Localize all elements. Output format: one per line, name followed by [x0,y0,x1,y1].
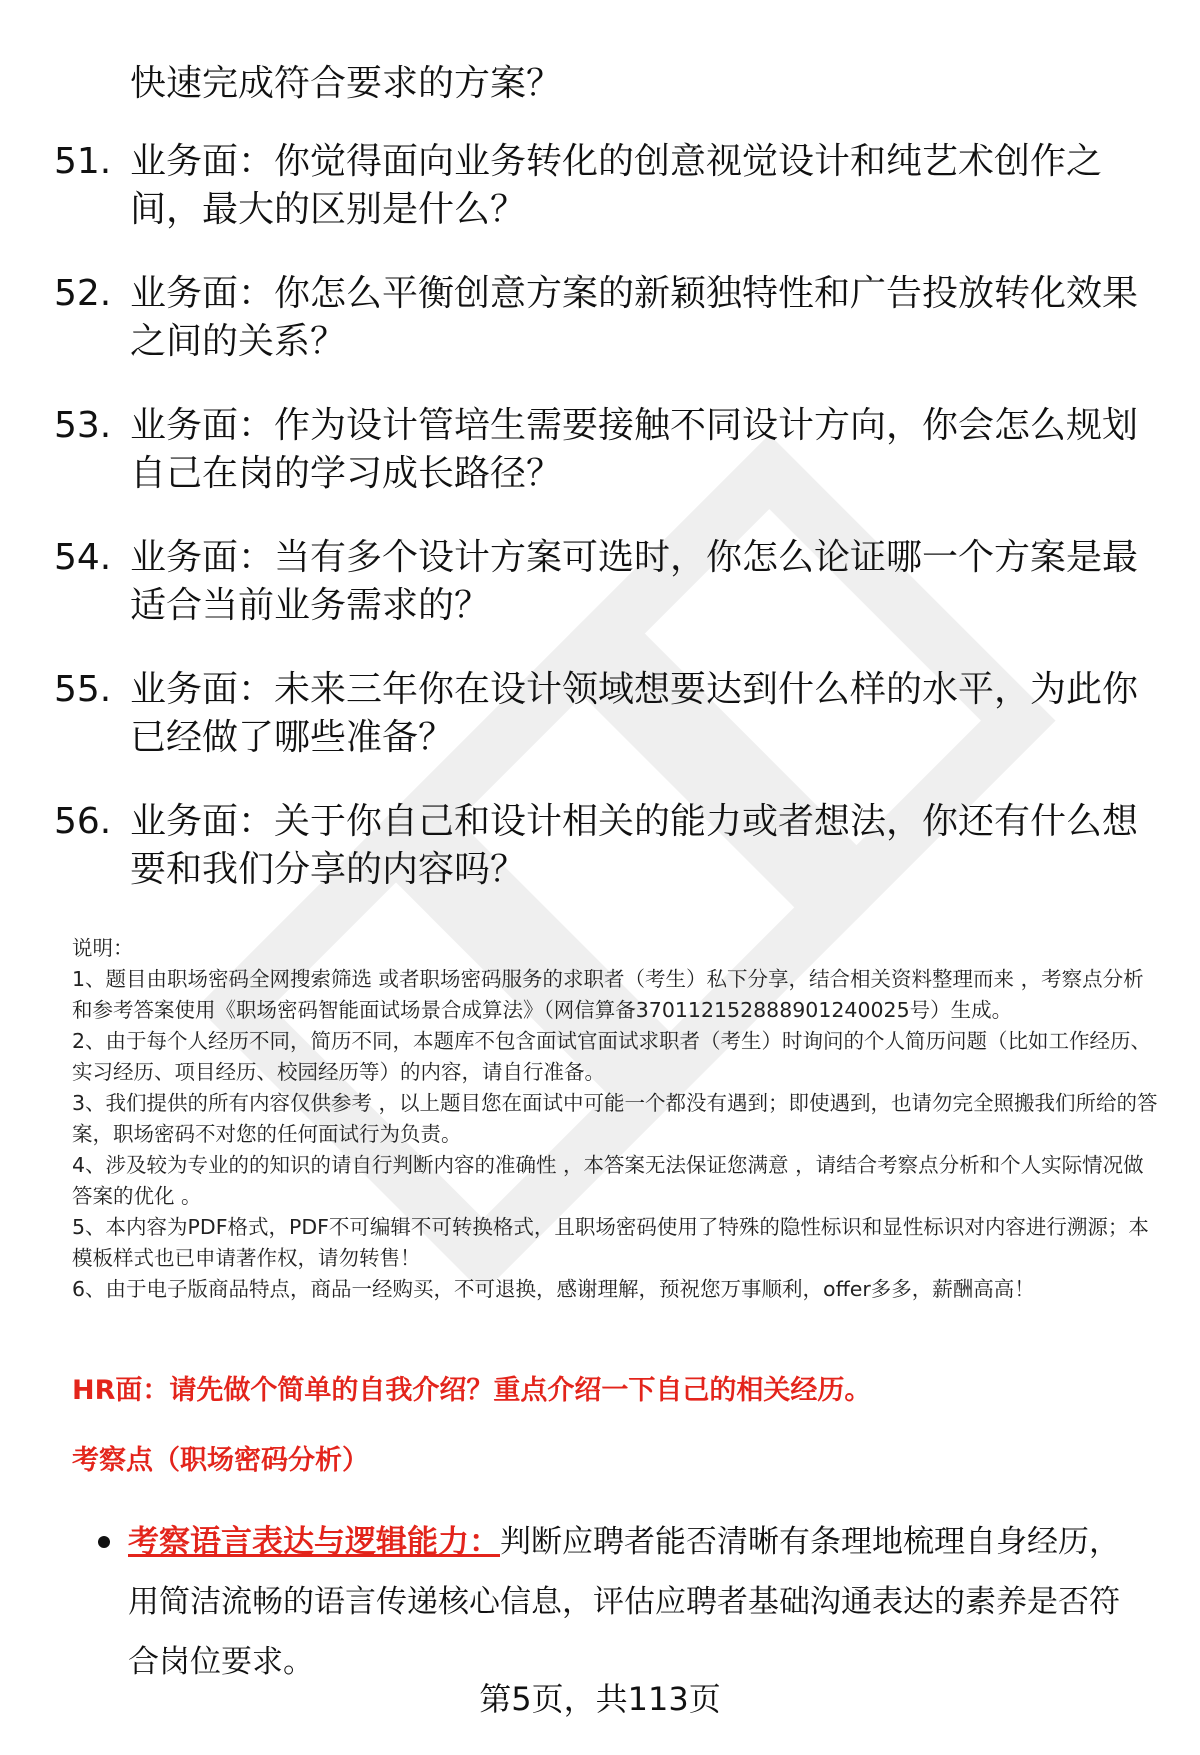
question-text: 快速完成符合要求的方案？ [130,63,563,104]
question-number: 52. [54,273,112,314]
question-text: 业务面：关于你自己和设计相关的能力或者想法，你还有什么想要和我们分享的内容吗？ [130,801,1139,890]
question-text: 业务面：当有多个设计方案可选时，你怎么论证哪一个方案是最适合当前业务需求的？ [130,537,1139,626]
question-item [0,534,1150,630]
note-item: 1、题目由职场密码全网搜索筛选 或者职场密码服务的求职者（考生）私下分享，结合相关资料整理而来 ，考察点分析和参考答案使用《职场密码智能面试场景合成算法》（网信算备370112152888901240025号）生成。 [72,967,1144,1022]
analysis-heading: 考察点（职场密码分析） [72,1445,369,1476]
question-item [0,666,1150,762]
question-item [0,270,1150,366]
question-item [0,138,1150,234]
question-text: 业务面：未来三年你在设计领域想要达到什么样的水平，为此你已经做了哪些准备？ [130,669,1139,758]
page-footer: 第5页，共113页 [479,1680,721,1718]
bullet-dot-icon [98,1536,110,1548]
question-number: 53. [54,405,112,446]
analysis-bullet [128,1512,1148,1692]
question-number: 56. [54,801,112,842]
bullet-label: 考察语言表达与逻辑能力： [128,1524,500,1560]
note-item: 5、本内容为PDF格式，PDF不可编辑不可转换格式，且职场密码使用了特殊的隐性标识和显性标识对内容进行溯源；本模板样式也已申请著作权，请勿转售！ [72,1215,1149,1270]
note-item: 2、由于每个人经历不同，简历不同，本题库不包含面试官面试求职者（考生）时询问的个人简历问题（比如工作经历、实习经历、项目经历、校园经历等）的内容，请自行准备。 [72,1029,1152,1084]
question-list [54,60,1150,930]
question-continuation [0,60,1150,108]
hr-question-heading: HR面：请先做个简单的自我介绍？重点介绍一下自己的相关经历。 [72,1375,872,1406]
notes-title: 说明： [72,936,134,960]
question-number: 54. [54,537,112,578]
note-item: 6、由于电子版商品特点，商品一经购买，不可退换，感谢理解，预祝您万事顺利，offer多多，薪酬高高！ [72,1277,1035,1301]
note-item: 3、我们提供的所有内容仅供参考 ，以上题目您在面试中可能一个都没有遇到；即使遇到，也请勿完全照搬我们所给的答案，职场密码不对您的任何面试行为负责。 [72,1091,1158,1146]
note-item: 4、涉及较为专业的的知识的请自行判断内容的准确性 ，本答案无法保证您满意 ，请结合考察点分析和个人实际情况做答案的优化 。 [72,1153,1144,1208]
question-text: 业务面：作为设计管培生需要接触不同设计方向，你会怎么规划自己在岗的学习成长路径？ [130,405,1139,494]
question-text: 业务面：你觉得面向业务转化的创意视觉设计和纯艺术创作之间，最大的区别是什么？ [130,141,1103,230]
question-item [0,798,1150,894]
bullet-text: 判断应聘者能否清晰有条理地梳理自身经历，用简洁流畅的语言传递核心信息，评估应聘者基础沟通表达的素养是否符合岗位要求。 [128,1524,1120,1680]
question-item [0,402,1150,498]
question-text: 业务面：你怎么平衡创意方案的新颖独特性和广告投放转化效果之间的关系？ [130,273,1139,362]
notes-section [72,933,1162,1305]
question-number: 55. [54,669,112,710]
question-number: 51. [54,141,112,182]
